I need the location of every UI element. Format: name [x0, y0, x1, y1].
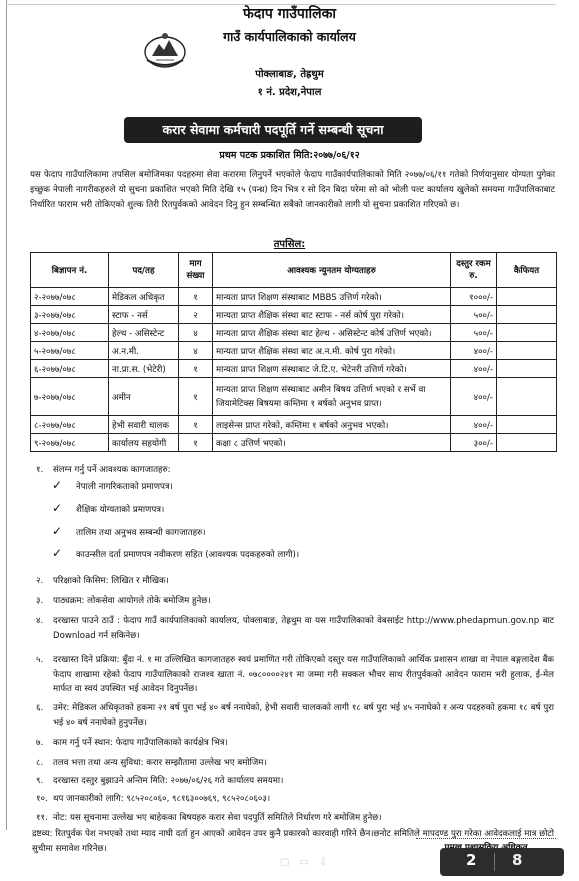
cell-fee: ४००/-	[451, 378, 497, 416]
table-row	[31, 306, 557, 324]
table-row	[31, 342, 557, 360]
cell-ad-no: ९-२०७७/०७८	[31, 434, 109, 452]
cell-ad-no: २-२०७७/०७८	[31, 288, 109, 306]
document-item	[52, 478, 546, 494]
cell-post: कार्यालय सहयोगी	[109, 434, 179, 452]
current-page[interactable]: 2	[466, 851, 477, 869]
cell-demand: १	[179, 360, 213, 378]
note-number: ११.	[36, 813, 48, 823]
column-header-remarks: कैफियत	[497, 253, 557, 288]
office-province: १ नं. प्रदेश,नेपाल	[257, 87, 322, 98]
first-published-date: प्रथम पटक प्रकाशित मिति:२०७७/०६/१२	[219, 150, 360, 161]
column-header-fee: दस्तुर रकम रु.	[451, 253, 497, 288]
municipality-name: फेदाप गाउँपालिका	[243, 6, 336, 22]
cell-post: ना.प्रा.स. (भेटेरी)	[109, 360, 179, 378]
cell-remarks	[497, 378, 557, 416]
note-number: ८.	[36, 758, 44, 768]
cell-qualification: लाइसेन्स प्राप्त गरेको, कम्तिमा १ बर्षको अनुभव भएको।	[213, 416, 451, 434]
cell-fee: ५००/-	[451, 324, 497, 342]
page-border-left	[6, 0, 7, 830]
note-text: उमेर: मेडिकल अधिकृतको हकमा २१ बर्ष पुरा भई ४० बर्ष ननाघेको, हेभी सवारी चालकको लागी १८ बर्ष पुरा भई ४५ ननाघेको र अन्य पदहरुको हकमा १८ बर्ष पुरा भई ४० बर्ष ननाघेको हुनुपर्नेछ।	[53, 703, 554, 728]
cell-demand: १	[179, 378, 213, 416]
note-text: संलग्न गर्नु पर्ने आवश्यक कागजातहरु:	[53, 465, 171, 475]
checkmark-icon: ✓	[52, 478, 63, 492]
cell-fee: १०००/-	[451, 288, 497, 306]
cell-post: स्टाफ - नर्स	[109, 306, 179, 324]
note-text: थप जानकारीको लागि: ९८५२०८०६०, ९८१६३००७६९, ९८५२०८०६०३।	[53, 794, 271, 804]
notice-title-banner: करार सेवामा कर्मचारी पदपूर्ति गर्ने सम्बन्धी सूचना	[124, 117, 422, 143]
document-item-text: शैक्षिक योग्यताको प्रमाणपत्र।	[76, 505, 165, 515]
cell-fee: ४००/-	[451, 342, 497, 360]
note-number: ४.	[36, 616, 44, 626]
cell-ad-no: ८-२०७७/०७८	[31, 416, 109, 434]
table-row	[31, 288, 557, 306]
download-icon[interactable]: ⇩	[318, 857, 338, 868]
cell-ad-no: ७-२०७७/०७८	[31, 378, 109, 416]
vacancy-table	[30, 252, 557, 452]
note-number: ५.	[36, 655, 44, 665]
cell-demand: २	[179, 306, 213, 324]
cell-post: अमीन	[109, 378, 179, 416]
cell-post: हेभी सवारी चालक	[109, 416, 179, 434]
office-address: पोक्लाबाङ, तेह्रथुम	[255, 69, 324, 80]
cell-ad-no: ५-२०७७/०७८	[31, 342, 109, 360]
note-number: ९.	[36, 776, 44, 786]
cell-remarks	[497, 434, 557, 452]
cell-remarks	[497, 360, 557, 378]
note-text: दरखास्त दिने प्रक्रिया: बुँदा नं. १ मा उल्लिखित कागजातहरु स्वयं प्रमाणित गरी तोकिएको दस्तुर यस गाउँपालिकाको आर्थिक प्रशासन शाखा वा नेपाल बङ्गलादेश बैंक फेदाप शाखामा रहेको फेदाप गाउँपालिकाको राजश्व खाता नं. ०७८००००२४१ मा जम्मा गरी सक्कल भौचर साथ रीतपुर्वकको आवेदन फाराम भरी हुलाक, ई-मेल मार्फत वा स्वयं उपस्थित भई आवेदन दिनुपर्नेछ।	[53, 655, 554, 694]
cell-fee: ४००/-	[451, 416, 497, 434]
cell-ad-no: ६-२०७७/०७८	[31, 360, 109, 378]
table-row	[31, 378, 557, 416]
cell-qualification: मान्यता प्राप्त शैक्षिक संस्था बाट अ.न.मी. कोर्ष पुरा गरेको।	[213, 342, 451, 360]
document-item-text: नेपाली नागरिकताको प्रमाणपत्र।	[76, 482, 173, 492]
page-separator	[494, 853, 495, 871]
fit-page-icon[interactable]: ▭	[299, 857, 319, 868]
cell-demand: १	[179, 288, 213, 306]
cell-fee: ४००/-	[451, 360, 497, 378]
total-pages: 8	[512, 851, 523, 869]
column-header-post: पद/तह	[109, 253, 179, 288]
cell-fee: ३००/-	[451, 434, 497, 452]
cell-post: मेडिकल अधिकृत	[109, 288, 179, 306]
column-header-ad-no: बिज्ञापन नं.	[31, 253, 109, 288]
cell-demand: ४	[179, 342, 213, 360]
cell-qualification: मान्यता प्राप्त शिक्षण संस्थाबाट अमीन बिषय उत्तिर्ण भएको र सर्भे वा जियामेटिक्स बिषयमा कम्तिमा १ बर्षको अनुभव प्राप्त।	[213, 378, 451, 416]
office-name: गाउँ कार्यपालिकाको कार्यालय	[223, 29, 356, 44]
cell-demand: १	[179, 434, 213, 452]
note-remark-text: द्रष्टव्य: रितपुर्वक पेश नभएको तथा म्याद नाघी दर्ता हुन आएको आवेदन उपर कुनै प्रकारको कारवाही गरिने छैन।छनोट समितिले मापदण्ड पुरा गरेका आवेदकलाई मात्र छोटो सुचीमा समावेश गरिनेछ।	[32, 829, 554, 854]
cell-post: अ.न.मी.	[109, 342, 179, 360]
cell-ad-no: ३-२०७७/०७८	[31, 306, 109, 324]
column-header-demand: माग संख्या	[179, 253, 213, 288]
viewer-toolbar	[280, 857, 337, 868]
zoom-out-icon[interactable]: ▢	[280, 857, 300, 868]
note-text: दरखास्त पाउने ठाउँ : फेदाप गाउँ कार्यपालिकाको कार्यालय, पोक्लाबाङ, तेह्रथुम वा यस गाउँपालिकाको वेबसाईट http://www.phedapmun.gov.np बाट Download गर्न सकिनेछ।	[53, 616, 554, 641]
checkmark-icon: ✓	[52, 501, 63, 515]
document-item-text: काउन्सील दर्ता प्रमाणपत्र नवीकरण सहित (आवश्यक पदकहरुको लागी)।	[76, 550, 300, 560]
checkmark-icon: ✓	[52, 546, 63, 560]
note-text: काम गर्नु पर्ने स्थान: फेदाप गाउँपालिकाको कार्यक्षेत्र भित्र।	[53, 738, 228, 748]
note-text: दरखास्त दस्तुर बुझाउने अन्तिम मिति: २०७७/०६/२६ गते कार्यालय समयमा।	[53, 776, 284, 786]
details-heading: तपसिल:	[273, 239, 306, 250]
note-text: नोट: यस सूचनामा उल्लेख भए बाहेकका बिषयहरु करार सेवा पदपुर्ति समितिले निर्धारण गरे बमोजिम हुनेछ।	[53, 813, 382, 823]
note-number: २.	[36, 576, 44, 586]
table-row	[31, 324, 557, 342]
checkmark-icon: ✓	[52, 524, 63, 538]
table-row	[31, 434, 557, 452]
cell-remarks	[497, 288, 557, 306]
cell-ad-no: ४-२०७७/०७८	[31, 324, 109, 342]
cell-qualification: मान्यता प्राप्त शैक्षिक संस्था बाट हेल्थ - असिस्टेन्ट कोर्ष उत्तिर्ण भएको।	[213, 324, 451, 342]
document-item	[52, 546, 546, 562]
cell-fee: ५००/-	[451, 306, 497, 324]
note-text: पाठ्यक्रम: लोकसेवा आयोगले तोके बमोजिम हुनेछ।	[53, 596, 211, 606]
document-item	[52, 501, 546, 517]
note-text: तलव भत्ता तथा अन्य सुविधा: करार सम्झौतामा उल्लेख भए बमोजिम।	[53, 758, 267, 768]
cell-qualification: मान्यता प्राप्त शिक्षण संस्थाबाट MBBS उत्तिर्ण गरेको।	[213, 288, 451, 306]
cell-remarks	[497, 342, 557, 360]
note-number: १०.	[36, 794, 48, 804]
note-text: परिक्षाको किसिम: लिखित र मौखिक।	[53, 576, 169, 586]
table-header-row	[31, 253, 557, 288]
intro-paragraph: यस फेदाप गाउँपालिकामा तपसिल बमोजिमका पदहरुमा सेवा करारमा लिनुपर्ने भएकोले फेदाप गाउँकार्यपालिकाको मिति २०७७/०६/११ गतेको निर्णयानुसार योग्यता पुगेका इच्छुक नेपाली नागरीकहरुले यो सुचना प्रकाशित भएको मिति देखि १५ (पन्ध्र) दिन भित्र र सो दिन बिदा परेमा सो को भोली पल्ट कार्यालय खुलेको समयमा गाउँपालिकाबाट निर्धारित फाराम भरी तोकिएको शुल्क तिरी रितपुर्वकको आवेदन दिनु हुन सम्बन्धित सबैको जानकारीको लागी यो सुचना प्रकाशित गरिएको छ।	[30, 170, 555, 210]
cell-demand: १	[179, 416, 213, 434]
table-row	[31, 416, 557, 434]
cell-post: हेल्थ - असिस्टेन्ट	[109, 324, 179, 342]
cell-qualification: कक्षा ८ उत्तिर्ण भएको।	[213, 434, 451, 452]
note-number: ३.	[36, 596, 44, 606]
note-number: ६.	[36, 703, 44, 713]
cell-remarks	[497, 324, 557, 342]
page-indicator	[440, 848, 564, 876]
cell-qualification: मान्यता प्राप्त शैक्षिक संस्था बाट स्टाफ - नर्स कोर्ष पुरा गरेको।	[213, 306, 451, 324]
column-header-qualification: आवश्यक न्युनतम योग्यताहरु	[213, 253, 451, 288]
table-row	[31, 360, 557, 378]
note-number: १.	[36, 465, 44, 475]
document-item	[52, 524, 546, 540]
cell-remarks	[497, 416, 557, 434]
cell-remarks	[497, 306, 557, 324]
cell-demand: ४	[179, 324, 213, 342]
note-number: ७.	[36, 738, 44, 748]
cell-qualification: मान्यता प्राप्त शिक्षण संस्थाबाट जे.टि.ए. भेटेनरी उत्तिर्ण गरेको।	[213, 360, 451, 378]
document-item-text: तालिम तथा अनुभव सम्बन्धी कागजातहरु।	[76, 528, 206, 538]
